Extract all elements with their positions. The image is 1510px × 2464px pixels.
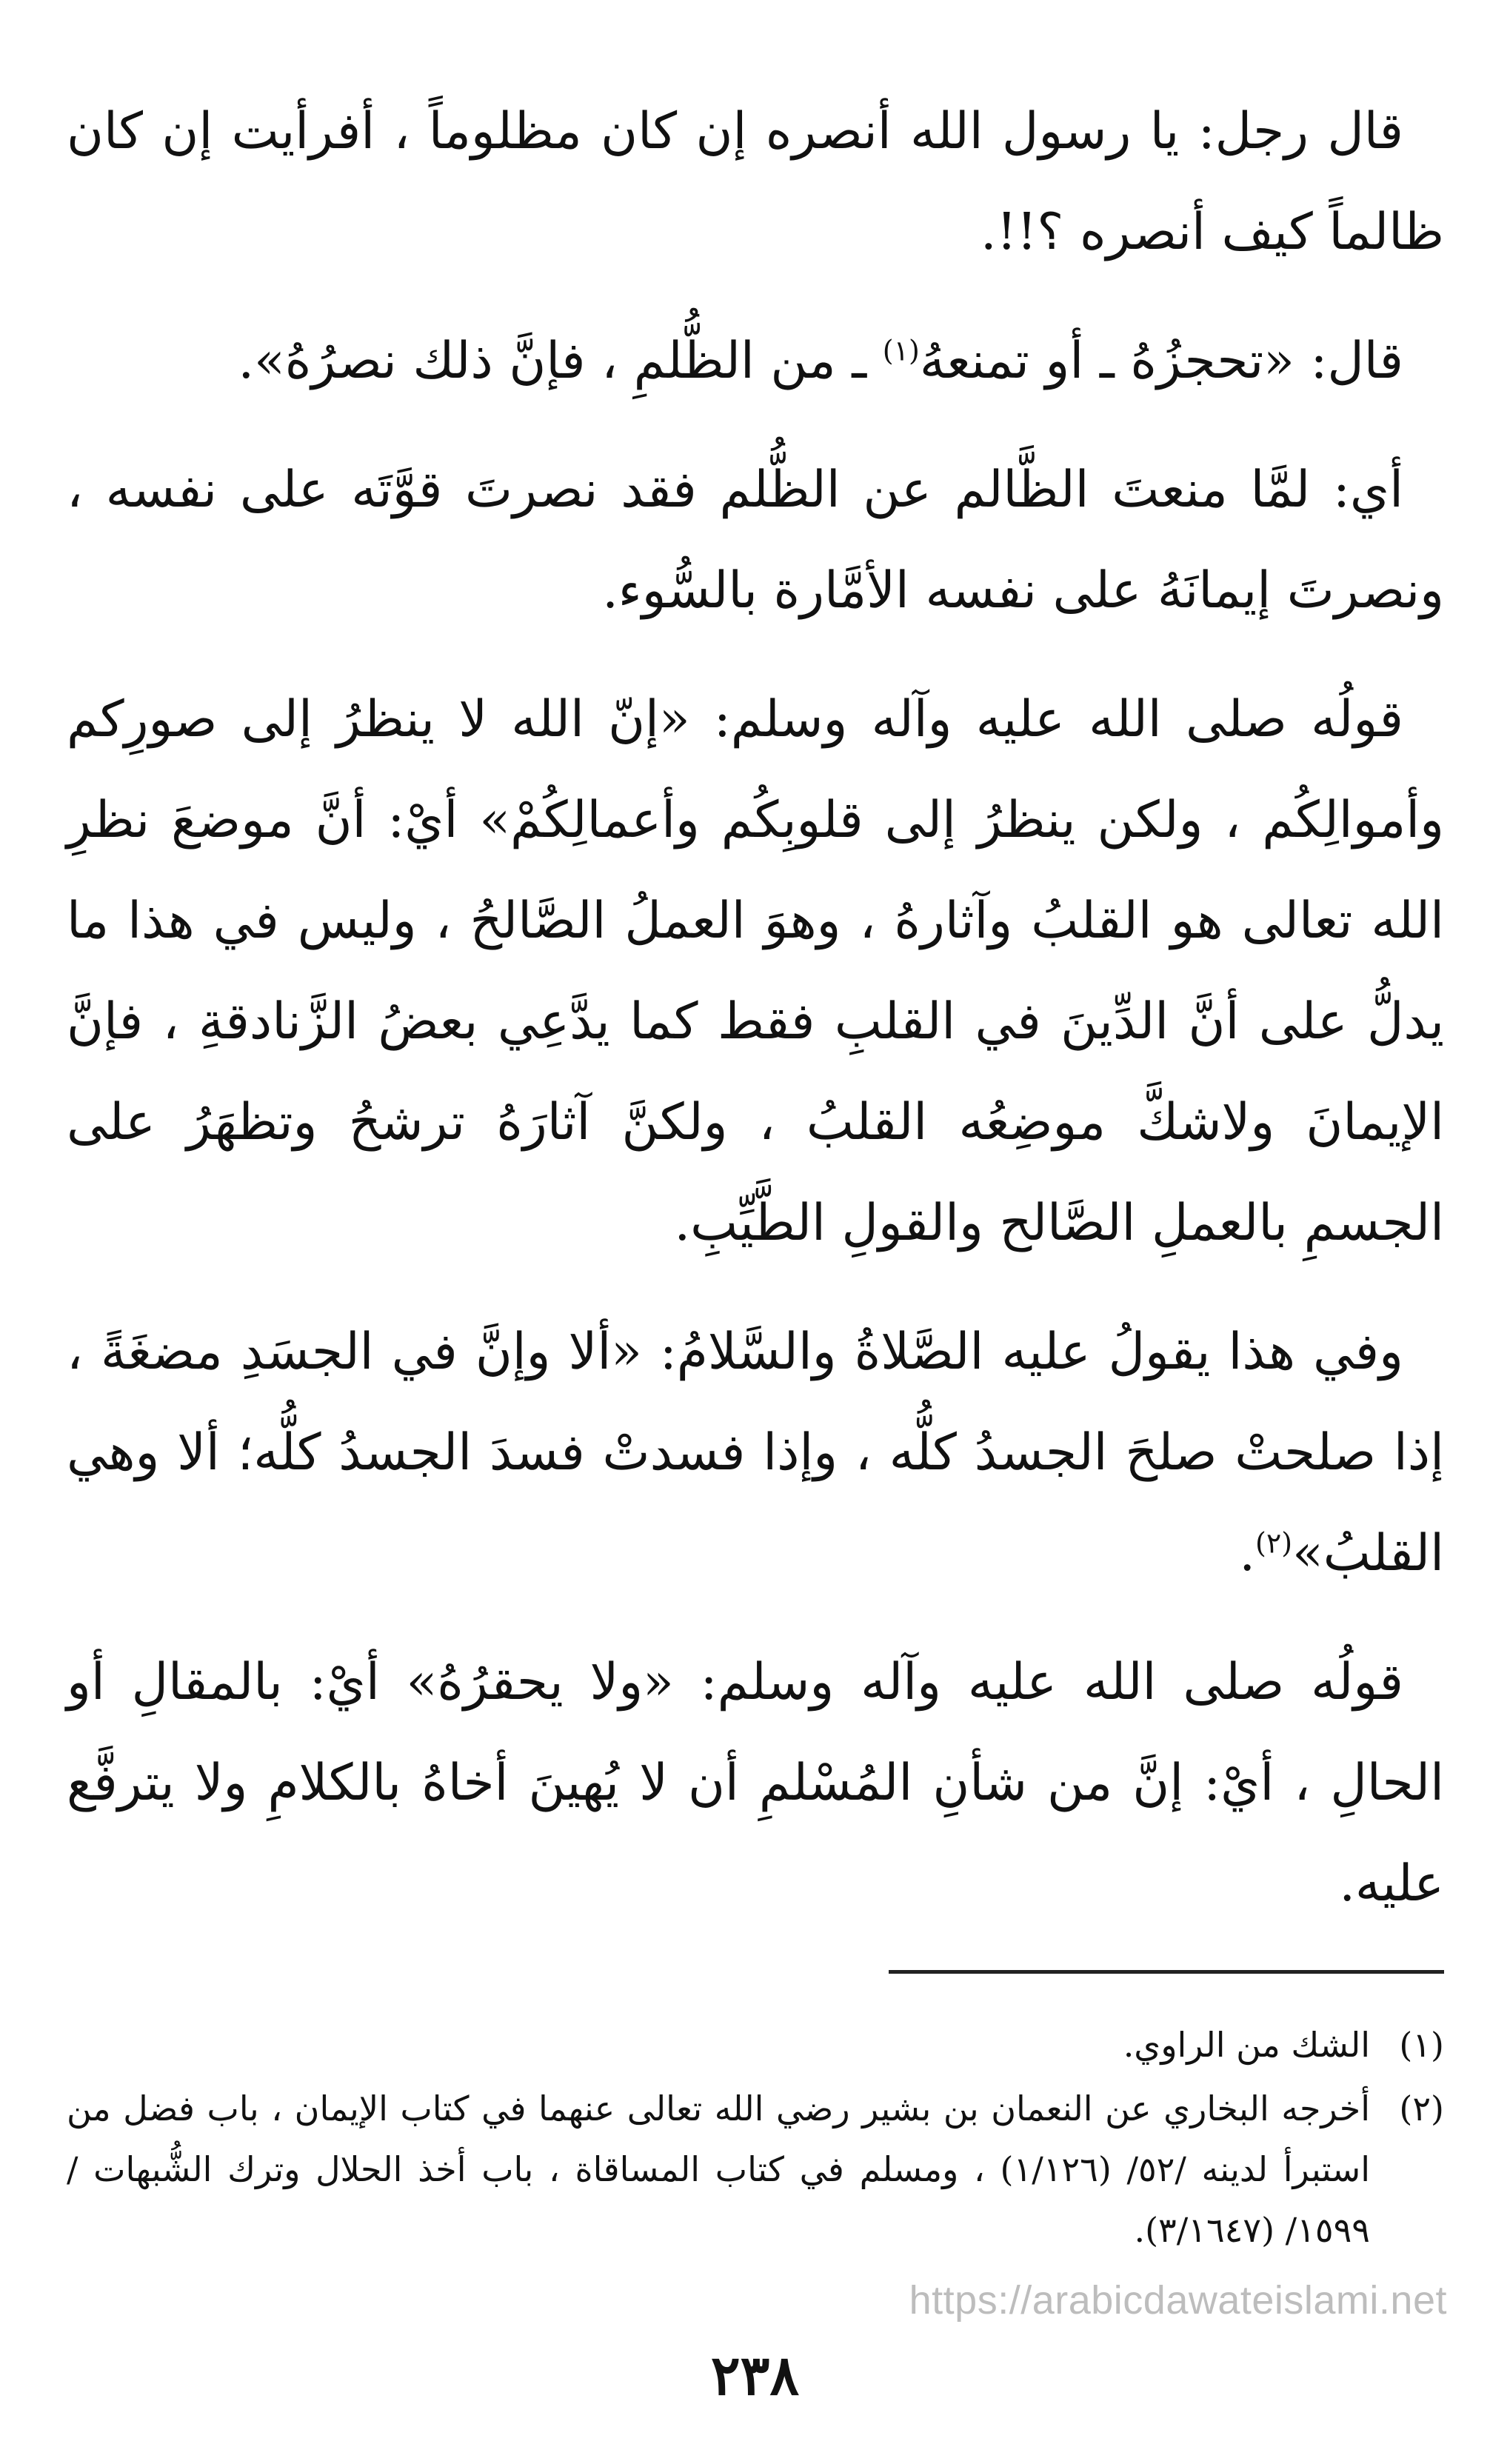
paragraph-2 <box>67 311 1444 412</box>
footnote-2-text: أخرجه البخاري عن النعمان بن بشير رضي الله تعالى عنهما في كتاب الإيمان ، باب فضل من استبرأ لدينه /٥٢/ (١/١٢٦) ، ومسلم في كتاب المساقاة ، باب أخذ الحلال وترك الشُّبهات /١٥٩٩/ (٣/١٦٤٧). <box>67 2089 1370 2250</box>
paragraph-4-text: قولُه صلى الله عليه وآله وسلم: «إنّ الله لا ينظرُ إلى صورِكم وأموالِكُم ، ولكن ينظرُ إلى قلوبِكُم وأعمالِكُمْ» أيْ: أنَّ موضعَ نظرِ الله تعالى هو القلبُ وآثارهُ ، وهوَ العملُ الصَّالحُ ، وليس في هذا ما يدلُّ على أنَّ الدِّينَ في القلبِ فقط كما يدَّعِي بعضُ الزَّنادقةِ ، فإنَّ الإيمانَ ولاشكَّ موضِعُه القلبُ ، ولكنَّ آثارَهُ ترشحُ وتظهَرُ على الجسمِ بالعملِ الصَّالح والقولِ الطَّيِّبِ. <box>67 690 1444 1252</box>
footnote-ref-2[interactable]: (٢) <box>1255 1526 1293 1560</box>
paragraph-1 <box>67 81 1444 283</box>
paragraph-3 <box>67 440 1444 641</box>
paragraph-2-text-a: قال: «تحجزُهُ ـ أو تمنعهُ <box>919 332 1403 390</box>
footnote-ref-1[interactable]: (١) <box>882 334 920 367</box>
page-number: ٢٣٨ <box>710 2344 800 2408</box>
footnote-separator <box>889 1970 1444 1974</box>
paragraph-2-text-b: ـ من الظُّلمِ ، فإنَّ ذلك نصرُهُ». <box>238 332 883 390</box>
paragraph-5-text-b: . <box>1239 1524 1256 1583</box>
footnote-2 <box>67 2078 1444 2260</box>
footnote-1-number: (١) <box>1399 2025 1444 2065</box>
main-text <box>67 81 1444 1963</box>
paragraph-4 <box>67 670 1444 1274</box>
watermark-url: https://arabicdawateislami.net <box>909 2278 1447 2323</box>
paragraph-1-text: قال رجل: يا رسول الله أنصره إن كان مظلوماً ، أفرأيت إن كان ظالماً كيف أنصره ؟!!. <box>67 102 1444 261</box>
paragraph-3-text: أي: لمَّا منعتَ الظَّالم عن الظُّلم فقد نصرتَ قوَّتَه على نفسه ، ونصرتَ إيمانَهُ على نفسه الأمَّارة بالسُّوء. <box>67 461 1444 620</box>
footnote-1 <box>67 2014 1444 2075</box>
paragraph-5 <box>67 1302 1444 1604</box>
footnote-1-text: الشك من الراوي. <box>1123 2025 1370 2065</box>
footnote-2-number: (٢) <box>1399 2089 1444 2129</box>
footnotes <box>67 2014 1444 2263</box>
paragraph-6-text: قولُه صلى الله عليه وآله وسلم: «ولا يحقرُهُ» أيْ: بالمقالِ أو الحالِ ، أيْ: إنَّ من شأنِ المُسْلمِ أن لا يُهينَ أخاهُ بالكلامِ ولا يترفَّع عليه. <box>67 1653 1444 1913</box>
paragraph-6 <box>67 1632 1444 1934</box>
paragraph-5-text-a: وفي هذا يقولُ عليه الصَّلاةُ والسَّلامُ: «ألا وإنَّ في الجسَدِ مضغَةً ، إذا صلحتْ صلحَ الجسدُ كلُّه ، وإذا فسدتْ فسدَ الجسدُ كلُّه؛ ألا وهي القلبُ» <box>67 1323 1444 1583</box>
